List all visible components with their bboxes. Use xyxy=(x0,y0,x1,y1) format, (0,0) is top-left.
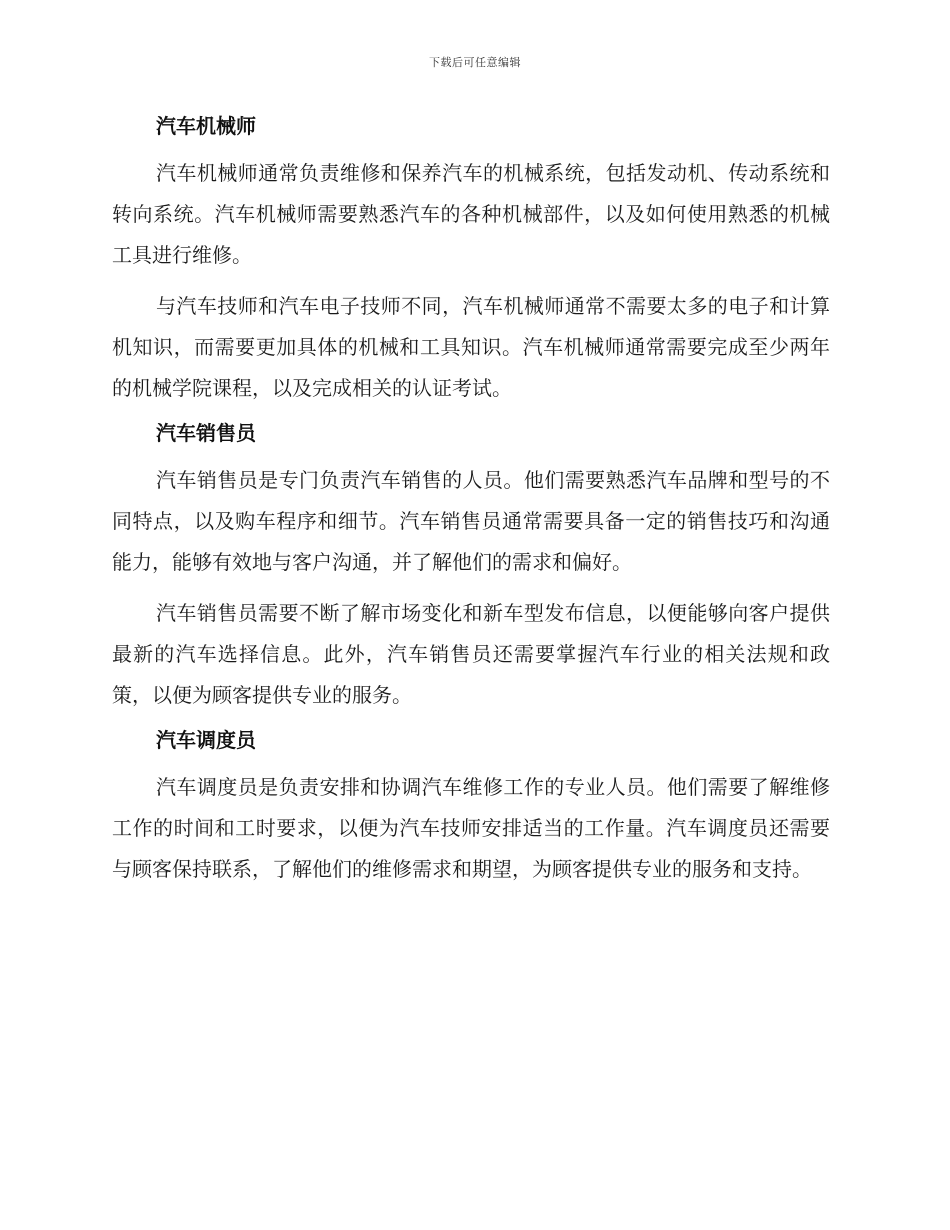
paragraph: 汽车销售员需要不断了解市场变化和新车型发布信息，以便能够向客户提供最新的汽车选择信息。此外，汽车销售员还需要掌握汽车行业的相关法规和政策，以便为顾客提供专业的服务。 xyxy=(112,601,830,707)
section-auto-salesperson xyxy=(112,419,830,716)
document-body xyxy=(112,112,830,900)
paragraph: 与汽车技师和汽车电子技师不同，汽车机械师通常不需要太多的电子和计算机知识，而需要更加具体的机械和工具知识。汽车机械师通常需要完成至少两年的机械学院课程，以及完成相关的认证考试。 xyxy=(112,294,830,400)
section-title: 汽车调度员 xyxy=(156,728,256,752)
paragraph: 汽车机械师通常负责维修和保养汽车的机械系统，包括发动机、传动系统和转向系统。汽车机械师需要熟悉汽车的各种机械部件，以及如何使用熟悉的机械工具进行维修。 xyxy=(112,161,830,267)
section-title: 汽车机械师 xyxy=(156,114,256,138)
section-auto-dispatcher xyxy=(112,726,830,890)
paragraph: 汽车销售员是专门负责汽车销售的人员。他们需要熟悉汽车品牌和型号的不同特点，以及购车程序和细节。汽车销售员通常需要具备一定的销售技巧和沟通能力，能够有效地与客户沟通，并了解他们的需求和偏好。 xyxy=(112,468,830,574)
paragraph: 汽车调度员是负责安排和协调汽车维修工作的专业人员。他们需要了解维修工作的时间和工时要求，以便为汽车技师安排适当的工作量。汽车调度员还需要与顾客保持联系，了解他们的维修需求和期望，为顾客提供专业的服务和支持。 xyxy=(112,775,830,881)
header-note: 下载后可任意编辑 xyxy=(429,56,521,69)
section-auto-mechanic xyxy=(112,112,830,409)
section-title: 汽车销售员 xyxy=(156,421,256,445)
